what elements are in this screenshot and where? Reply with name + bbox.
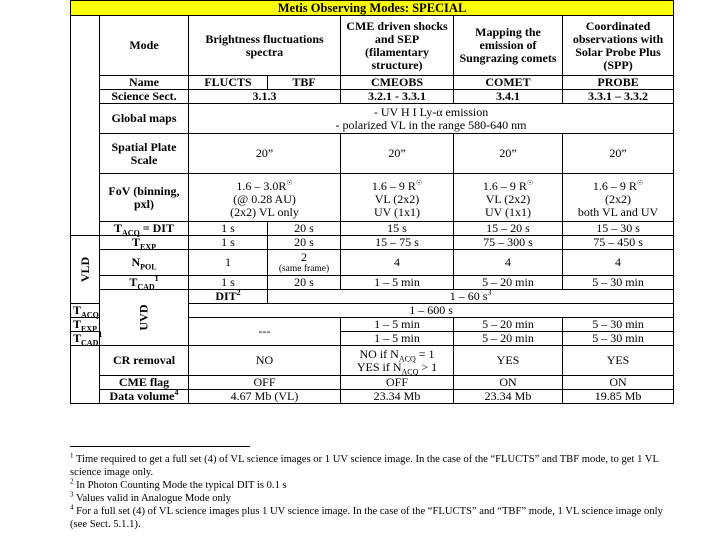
- npol-tbf-note: (same frame): [278, 264, 330, 274]
- top-left-blank: [71, 16, 100, 236]
- tacq-dit-row: [71, 222, 674, 236]
- footnote-3: $^3$ Values valid in Analogue Mode only: [70, 490, 232, 504]
- npol-label: $N_{POL}$: [100, 250, 189, 276]
- tacq-cmeobs: 15 s: [341, 222, 454, 236]
- cme-row: [71, 376, 674, 390]
- npol-flucts: 1: [189, 250, 268, 276]
- npol-cmeobs: 4: [341, 250, 454, 276]
- tcad-cmeobs: 1 – 5 min: [341, 276, 454, 290]
- cr-comet: YES: [454, 346, 563, 376]
- sun-symbol-icon: ☉: [415, 178, 423, 187]
- vld-label: VLD: [71, 236, 100, 304]
- tacq-comet: 15 – 20 s: [454, 222, 563, 236]
- global-maps-value: [189, 104, 674, 134]
- uv-texp-flucts: ---: [189, 318, 341, 346]
- texp-probe: 75 – 450 s: [563, 236, 674, 250]
- uvd-label: UVD: [100, 290, 189, 346]
- cr-row: [71, 346, 674, 376]
- fov-cmeobs: [341, 174, 454, 222]
- fov-comet-l1: 1.6 – 9 R: [482, 178, 527, 193]
- cr-cmeobs: NO if $N_{ACQ} = 1$ YES if $N_{ACQ} > 1$: [341, 346, 454, 376]
- cme-comet: ON: [454, 376, 563, 390]
- table-title: Metis Observing Modes: SPECIAL: [71, 1, 674, 16]
- npol-comet: 4: [454, 250, 563, 276]
- texp-cmeobs: 15 – 75 s: [341, 236, 454, 250]
- fov-probe: [563, 174, 674, 222]
- footnote-1: $^1$ Time required to get a full set (4) of VL science images or 1 UV science image. In the case of the “FLUCTS” and TBF mode, to get 1 VL science image only.: [70, 451, 659, 478]
- texp-label: $T_{EXP}$: [100, 236, 189, 250]
- cr-label: CR removal: [100, 346, 189, 376]
- mode-label: Mode: [100, 16, 189, 76]
- science-probe: 3.3.1 – 3.3.2: [563, 90, 674, 104]
- fov-comet-l2: VL (2x2): [485, 191, 531, 206]
- fov-flucts-l2: (@ 0.28 AU): [233, 191, 296, 206]
- uv-dit-value: 1 – 60 $s^3$: [268, 290, 674, 304]
- name-label: Name: [100, 76, 189, 90]
- science-flucts: 3.1.3: [189, 90, 341, 104]
- fov-cmeobs-l3: UV (1x1): [373, 204, 421, 219]
- sun-symbol-icon: ☉: [526, 178, 534, 187]
- cme-cmeobs: OFF: [341, 376, 454, 390]
- fov-row: [71, 174, 674, 222]
- footnote-2: $^2$ In Photon Counting Mode the typical DIT is 0.1 s: [70, 477, 287, 491]
- sun-symbol-icon: ☉: [636, 178, 644, 187]
- science-comet: 3.4.1: [454, 90, 563, 104]
- uv-tcad-label: $T_{CAD}^1$: [71, 332, 100, 346]
- texp-flucts: 1 s: [189, 236, 268, 250]
- global-maps-row: [71, 104, 674, 134]
- uv-tcad-comet: 5 – 20 min: [454, 332, 563, 346]
- name-flucts: FLUCTS: [189, 76, 268, 90]
- uv-tcad-cmeobs: 1 – 5 min: [341, 332, 454, 346]
- footnote-rule: [70, 446, 250, 447]
- spatial-flucts: 20”: [189, 134, 341, 174]
- uv-texp-label: $T_{EXP}$: [71, 318, 100, 332]
- mode-probe: Coordinated observations with Solar Probe Plus (SPP): [563, 16, 674, 76]
- footnote-4: $^4$ For a full set (4) of VL science images plus 1 UV science image. In the case of the “FLUCTS” and “TBF” mode, 1 VL science image only (see Sect. 5.1.1).: [70, 503, 663, 530]
- observing-modes-table-wrapper: [70, 0, 673, 404]
- science-row: [71, 90, 674, 104]
- cr-flucts: NO: [189, 346, 341, 376]
- uv-tacq-value: 1 – 600 s: [189, 304, 674, 318]
- fov-probe-l1: 1.6 – 9 R: [592, 178, 637, 193]
- tcad-row: [71, 276, 674, 290]
- global-maps-line-1: - UV H I Ly-α emission: [373, 104, 489, 119]
- uv-dit-label: DIT$^2$: [189, 290, 268, 304]
- observing-modes-table: [70, 0, 674, 404]
- mode-row: [71, 16, 674, 76]
- sun-symbol-icon: ☉: [286, 178, 293, 187]
- fov-comet-l3: UV (1x1): [484, 204, 532, 219]
- mode-flucts: Brightness fluctuations spectra: [189, 16, 341, 76]
- fov-probe-l3: both VL and UV: [577, 204, 659, 219]
- name-cmeobs: CMEOBS: [341, 76, 454, 90]
- tacq-dit-label: $T_{ACQ}$ = DIT: [100, 222, 189, 236]
- uv-texp-probe: 5 – 30 min: [563, 318, 674, 332]
- uv-tcad-probe: 5 – 30 min: [563, 332, 674, 346]
- name-tbf: TBF: [268, 76, 341, 90]
- spatial-cmeobs: 20”: [341, 134, 454, 174]
- science-label: Science Sect.: [100, 90, 189, 104]
- name-comet: COMET: [454, 76, 563, 90]
- npol-tbf: 2 (same frame): [268, 250, 341, 276]
- uv-texp-cmeobs: 1 – 5 min: [341, 318, 454, 332]
- tcad-probe: 5 – 30 min: [563, 276, 674, 290]
- fov-label: FoV (binning, pxl): [100, 174, 189, 222]
- tacq-tbf: 20 s: [268, 222, 341, 236]
- bottom-left-blank: [71, 346, 100, 404]
- uv-dit-row: [71, 290, 674, 304]
- data-flucts: 4.67 Mb (VL): [189, 390, 341, 404]
- fov-cmeobs-l2: VL (2x2): [374, 191, 420, 206]
- spatial-probe: 20”: [563, 134, 674, 174]
- tcad-tbf: 20 s: [268, 276, 341, 290]
- cme-flucts: OFF: [189, 376, 341, 390]
- fov-flucts-l3: (2x2) VL only: [230, 204, 299, 219]
- npol-probe: 4: [563, 250, 674, 276]
- texp-comet: 75 – 300 s: [454, 236, 563, 250]
- global-maps-line-2: - polarized VL in the range 580-640 nm: [335, 117, 527, 132]
- tcad-label: $T_{CAD}^1$: [100, 276, 189, 290]
- footnotes: [70, 446, 680, 531]
- fov-comet: [454, 174, 563, 222]
- global-maps-label: Global maps: [100, 104, 189, 134]
- tacq-flucts: 1 s: [189, 222, 268, 236]
- fov-cmeobs-l1: 1.6 – 9 R: [371, 178, 416, 193]
- mode-comet: Mapping the emission of Sungrazing comets: [454, 16, 563, 76]
- texp-row: [71, 236, 674, 250]
- fov-flucts: [189, 174, 341, 222]
- cme-probe: ON: [563, 376, 674, 390]
- fov-flucts-l1: 1.6 – 3.0R: [236, 178, 287, 193]
- mode-cmeobs: CME driven shocks and SEP (filamentary structure): [341, 16, 454, 76]
- cme-label: CME flag: [100, 376, 189, 390]
- tcad-flucts: 1 s: [189, 276, 268, 290]
- spatial-comet: 20”: [454, 134, 563, 174]
- name-probe: PROBE: [563, 76, 674, 90]
- data-comet: 23.34 Mb: [454, 390, 563, 404]
- data-volume-label: Data volume$^4$: [100, 390, 189, 404]
- fov-probe-l2: (2x2): [605, 191, 632, 206]
- uv-texp-comet: 5 – 20 min: [454, 318, 563, 332]
- spatial-row: [71, 134, 674, 174]
- tacq-probe: 15 – 30 s: [563, 222, 674, 236]
- texp-tbf: 20 s: [268, 236, 341, 250]
- data-cmeobs: 23.34 Mb: [341, 390, 454, 404]
- tcad-comet: 5 – 20 min: [454, 276, 563, 290]
- npol-row: [71, 250, 674, 276]
- name-row: [71, 76, 674, 90]
- science-cmeobs: 3.2.1 - 3.3.1: [341, 90, 454, 104]
- cr-probe: YES: [563, 346, 674, 376]
- data-probe: 19.85 Mb: [563, 390, 674, 404]
- title-row: [71, 1, 674, 16]
- spatial-label: Spatial Plate Scale: [100, 134, 189, 174]
- data-volume-row: [71, 390, 674, 404]
- uv-tacq-label: $T_{ACQ}$: [71, 304, 100, 318]
